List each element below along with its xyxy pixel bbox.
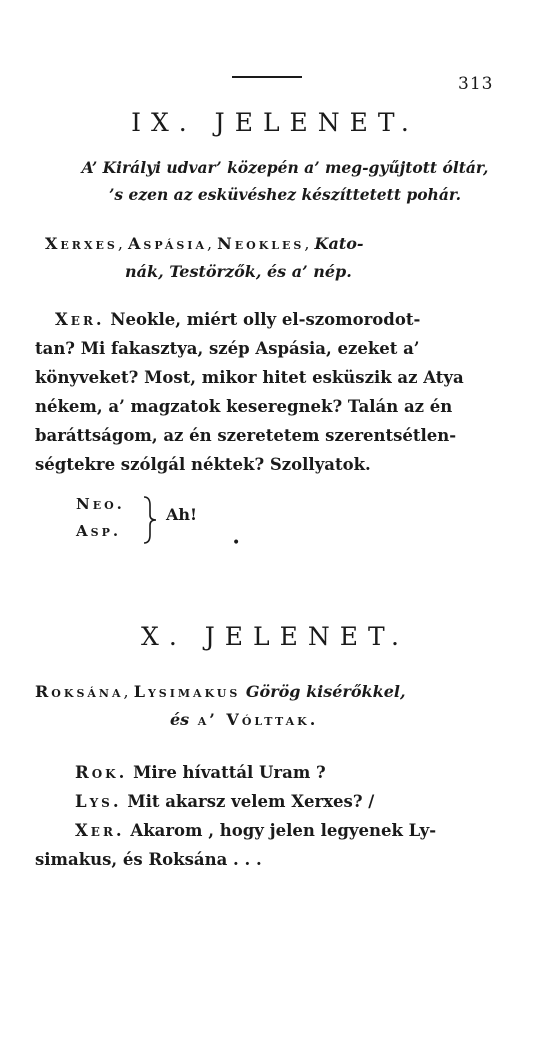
scene-10-dramatis-personae-1	[35, 678, 525, 706]
scene-10-dialogue	[35, 758, 515, 874]
dialogue-text: Akarom , hogy jelen legyenek Ly-	[124, 821, 437, 840]
dialogue-line	[35, 816, 515, 845]
dialogue-text: Mit akarsz velem Xerxes? /	[121, 792, 375, 811]
speech-line: könyveket? Most, mikor hitet esküszik az Atya	[35, 368, 464, 387]
speaker-asp: Asp.	[76, 522, 122, 540]
scene-9-dramatis-personae-2: nák, Testörzők, és a’ nép.	[125, 262, 352, 281]
character-lysimakus: Lysimakus	[133, 682, 241, 701]
scene-10-dramatis-personae-2	[170, 706, 550, 734]
separator: ,	[123, 682, 134, 701]
separator: ,	[304, 234, 315, 253]
speech-first-line	[35, 305, 505, 334]
dialogue-line: simakus, és Roksána . . .	[35, 850, 262, 869]
speaker-neo: Neo.	[76, 495, 125, 513]
brace-text: Ah!	[166, 505, 198, 524]
scene-9-dramatis-personae-1	[45, 230, 515, 258]
character-group-start: Kato-	[314, 234, 364, 253]
speaker-label: Rok.	[75, 763, 128, 782]
curly-brace-icon	[140, 495, 160, 545]
separator: ,	[117, 234, 128, 253]
stage-note: Görög kisérőkkel,	[240, 682, 406, 701]
character-neokles: Neokles	[217, 234, 305, 253]
speech-line: baráttságom, az én szeretetem szerentsétlen-	[35, 426, 457, 445]
speaker-label: Xer.	[75, 821, 125, 840]
dialogue-text: Mire hívattál Uram ?	[127, 763, 326, 782]
speech-text: Neokle, miért olly el-szomorodot-	[110, 310, 421, 329]
separator: ,	[206, 234, 218, 253]
speech-line: tan? Mi fakasztya, szép Aspásia, ezeket a’	[35, 339, 420, 358]
conjunction: és	[170, 710, 190, 729]
speech-line: nékem, a’ magzatok keseregnek? Talán az én	[35, 397, 453, 416]
speaker-label: Lys.	[75, 792, 122, 811]
ink-mark-icon: •	[232, 535, 241, 551]
brace-speakers	[76, 491, 125, 545]
scene-9-stage-direction-1: A’ Királyi udvar’ közepén a’ meg-gyűjtott óltár,	[81, 158, 489, 177]
dialogue-line	[35, 758, 515, 787]
speech-line: ségtekre szólgál néktek? Szollyatok.	[35, 455, 371, 474]
character-aspasia: Aspásia	[127, 234, 207, 253]
speaker-label: Xer.	[55, 310, 105, 329]
xerxes-speech	[35, 305, 505, 479]
scene-9-heading: IX. JELENET.	[131, 108, 419, 137]
scene-9-stage-direction-2: ’s ezen az esküvéshez készíttetett pohár.	[108, 185, 462, 204]
scene-10-heading: X. JELENET.	[141, 622, 409, 651]
character-roksana: Roksána	[35, 682, 124, 701]
character-xerxes: Xerxes	[45, 234, 118, 253]
page-number: 313	[458, 74, 494, 94]
header-rule	[232, 76, 302, 78]
character-group: a’ Vólttak.	[189, 710, 319, 729]
dialogue-line	[35, 787, 515, 816]
